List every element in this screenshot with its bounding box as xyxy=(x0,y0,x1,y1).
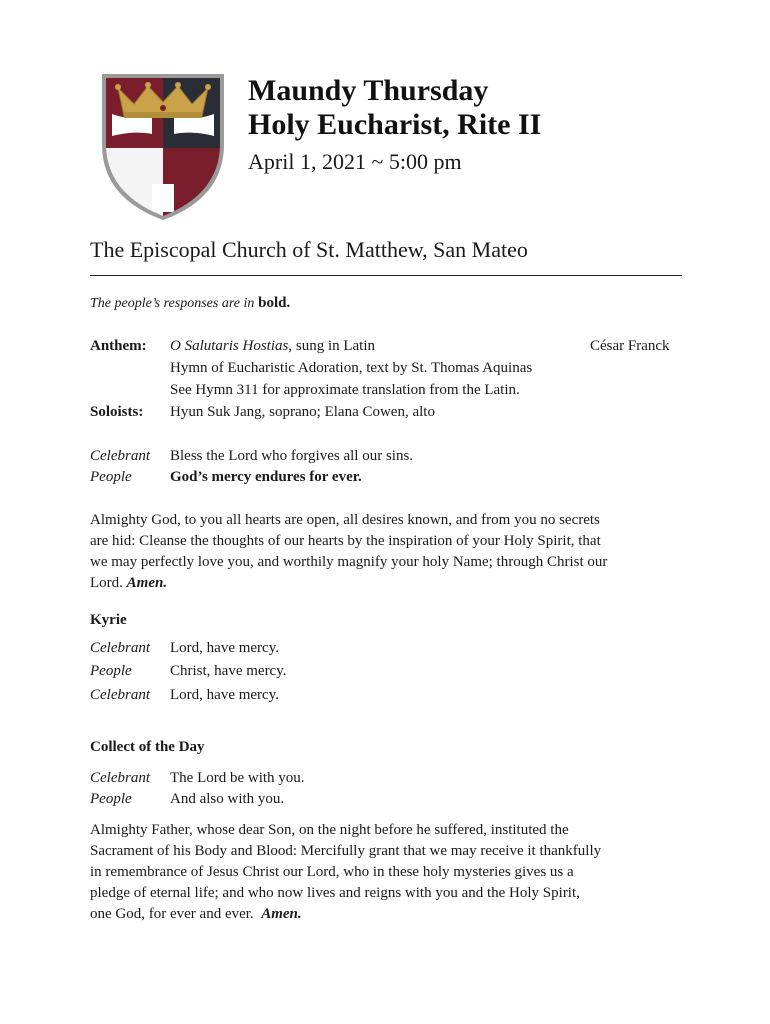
anthem-label: Anthem: xyxy=(90,338,147,354)
role-label: Celebrant xyxy=(90,448,150,464)
salutation-line: The Lord be with you. xyxy=(170,770,305,786)
paragraph-line: pledge of eternal life; and who now lives and reigns with you and the Holy Spirit, xyxy=(90,885,580,901)
soloists-names: Hyun Suk Jang, soprano; Elana Cowen, alto xyxy=(170,404,435,420)
responses-note-text: The people’s responses are in xyxy=(90,296,255,311)
shield-cross-crown-icon xyxy=(98,74,228,220)
divider-rule xyxy=(90,275,682,276)
anthem-composer: César Franck xyxy=(590,338,670,354)
responses-note-bold: bold. xyxy=(258,295,291,311)
church-name: The Episcopal Church of St. Matthew, San Mateo xyxy=(90,237,528,262)
paragraph-line xyxy=(90,904,682,925)
people-response: God’s mercy endures for ever. xyxy=(170,469,362,485)
paragraph-text: one God, for ever and ever. xyxy=(90,906,254,922)
role-label: Celebrant xyxy=(90,770,150,786)
paragraph-line: Sacrament of his Body and Blood: Mercifully grant that we may receive it thankfully xyxy=(90,843,602,859)
role-label: People xyxy=(90,791,132,807)
paragraph-line: are hid: Cleanse the thoughts of our hearts by the inspiration of your Holy Spirit, that xyxy=(90,533,601,549)
anthem-translation-note: See Hymn 311 for approximate translation from the Latin. xyxy=(170,382,520,398)
anthem-description: Hymn of Eucharistic Adoration, text by St. Thomas Aquinas xyxy=(170,360,533,376)
service-title-line-2: Holy Eucharist, Rite II xyxy=(248,108,542,141)
anthem-title: O Salutaris Hostias xyxy=(170,338,289,354)
paragraph-text: Lord. xyxy=(90,575,123,591)
service-title-line-1: Maundy Thursday xyxy=(248,74,489,107)
kyrie-line: Lord, have mercy. xyxy=(170,640,279,656)
anthem-title-line xyxy=(170,336,375,357)
celebrant-line: Bless the Lord who forgives all our sins. xyxy=(170,448,414,464)
kyrie-heading: Kyrie xyxy=(90,612,127,628)
church-shield-logo xyxy=(98,74,228,220)
paragraph-line: Almighty Father, whose dear Son, on the night before he suffered, instituted the xyxy=(90,822,569,838)
amen-response: Amen. xyxy=(261,906,302,922)
paragraph-line: Almighty God, to you all hearts are open, all desires known, and from you no secrets xyxy=(90,512,600,528)
soloists-label: Soloists: xyxy=(90,404,144,420)
service-title-block xyxy=(248,74,541,176)
collect-of-day-heading: Collect of the Day xyxy=(90,739,205,755)
collect-for-purity xyxy=(90,510,682,594)
responses-note xyxy=(90,293,290,314)
paragraph-line xyxy=(90,573,682,594)
role-label: People xyxy=(90,663,132,679)
role-label: Celebrant xyxy=(90,640,150,656)
anthem-title-suffix: , sung in Latin xyxy=(288,338,376,354)
salutation-response: And also with you. xyxy=(170,791,285,807)
amen-response: Amen. xyxy=(126,575,168,591)
paragraph-line: we may perfectly love you, and worthily magnify your holy Name; through Christ our xyxy=(90,554,608,570)
paragraph-line: in remembrance of Jesus Christ our Lord, who in these holy mysteries gives us a xyxy=(90,864,574,880)
role-label: People xyxy=(90,469,132,485)
kyrie-line: Lord, have mercy. xyxy=(170,687,279,703)
service-date: April 1, 2021 ~ 5:00 pm xyxy=(248,149,462,174)
collect-of-day-text xyxy=(90,820,682,925)
role-label: Celebrant xyxy=(90,687,150,703)
kyrie-line: Christ, have mercy. xyxy=(170,663,287,679)
